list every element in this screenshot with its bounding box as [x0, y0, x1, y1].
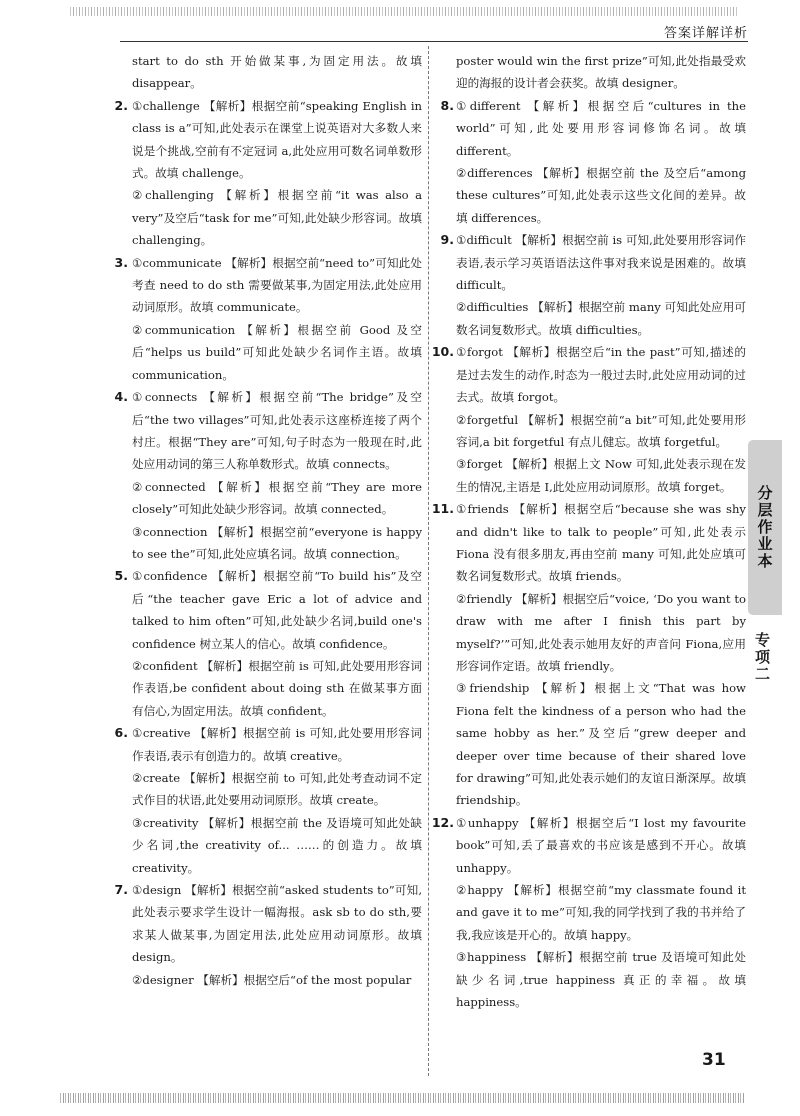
- column-divider: [428, 46, 429, 1076]
- answer-item: [112, 252, 422, 386]
- item-number: 5.: [114, 568, 128, 584]
- item-number: 8.: [440, 97, 454, 113]
- page-number: 31: [702, 1050, 726, 1070]
- answer-text: ②create 【解析】根据空前 to 可知,此处考查动词不定式作目的状语,此处要用动词原形。故填 create。: [132, 771, 422, 808]
- item-number: 11.: [431, 501, 454, 517]
- answer-text: ②confident 【解析】根据空前 is 可知,此处要用形容词作表语,be confident about doing sth 在做某事方面有信心,为固定用法。故填 confident。: [132, 658, 422, 718]
- answer-item: [436, 229, 746, 341]
- right-column: [431, 50, 746, 1013]
- answer-text: ③happiness 【解析】根据空前 true 及语境可知此处缺少名词,true happiness 真正的幸福。故填 happiness。: [456, 950, 746, 1010]
- answer-text: poster would win the first prize”可知,此处指最受欢迎的海报的设计者会获奖。故填 designer。: [456, 54, 746, 91]
- answer-text: ③creativity 【解析】根据空前 the 及语境可知此处缺少名词,the creativity of... ……的创造力。故填 creativity。: [132, 815, 422, 875]
- answer-item: [112, 95, 422, 252]
- section-label: 专项二: [753, 632, 771, 683]
- answer-text: ②difficulties 【解析】根据空前 many 可知此处应用可数名词复数形式。故填 difficulties。: [456, 300, 746, 337]
- answer-text: ③connection 【解析】根据空前“everyone is happy to see the”可知,此处应填名词。故填 connection。: [132, 524, 422, 561]
- answer-text: ②communication 【解析】根据空前 Good 及空后“helps us build”可知此处缺少名词作主语。故填 communication。: [132, 322, 422, 382]
- answer-text: ②forgetful 【解析】根据空前“a bit”可知,此处要用形容词,a bit forgetful 有点儿健忘。故填 forgetful。: [456, 412, 746, 449]
- item-number: 9.: [440, 232, 454, 248]
- answer-text: ①challenge 【解析】根据空前“speaking English in class is a”可知,此处表示在课堂上说英语对大多数人来说是个挑战,空前有不定冠词 a,此处应用可数名词单数形式。故填 challenge。: [132, 98, 422, 181]
- side-tab-label: 分层作业本: [755, 485, 774, 570]
- answer-item: [112, 565, 422, 722]
- answer-text: ①creative 【解析】根据空前 is 可知,此处要用形容词作表语,表示有创造力的。故填 creative。: [132, 726, 422, 763]
- item-number: 3.: [114, 254, 128, 270]
- answer-item: [431, 812, 746, 1014]
- answer-text: ①design 【解析】根据空前“asked students to”可知,此处表示要求学生设计一幅海报。ask sb to do sth,要求某人做某事,为固定用法,此处应用动词原形。故填 design。: [132, 883, 422, 965]
- answer-text: ②connected 【解析】根据空前“They are more closely”可知此处缺少形容词。故填 connected。: [132, 479, 422, 517]
- answer-text: ①unhappy 【解析】根据空后“I lost my favourite book”可知,丢了最喜欢的书应该是感到不开心。故填 unhappy。: [456, 815, 746, 875]
- answer-item: [112, 879, 422, 991]
- answer-text: ①confidence 【解析】根据空前“To build his”及空后“the teacher gave Eric a lot of advice and talked to him often”可知,此处缺少名词,build one's confidence 树立某人的信心。故填 confidence。: [132, 569, 422, 651]
- answer-text: ①communicate 【解析】根据空前“need to”可知此处考查 need to do sth 需要做某事,为固定用法,此处应用动词原形。故填 communicate。: [132, 255, 422, 315]
- answer-text: start to do sth 开始做某事,为固定用法。故填 disappear。: [132, 54, 422, 91]
- item-number: 7.: [114, 882, 128, 898]
- answer-item: [436, 50, 746, 95]
- answer-item: [431, 498, 746, 812]
- answer-text: ②designer 【解析】根据空后“of the most popular: [132, 972, 412, 987]
- side-tab: [748, 440, 782, 615]
- answer-text: ②happy 【解析】根据空前“my classmate found it and gave it to me”可知,我的同学找到了我的书并给了我,我应该是开心的。故填 happy。: [456, 883, 746, 942]
- answer-text: ②differences 【解析】根据空前 the 及空后“among these cultures”可知,此处表示这些文化间的差异。故填 differences。: [456, 166, 746, 225]
- item-number: 10.: [431, 344, 454, 360]
- item-number: 6.: [114, 725, 128, 741]
- item-number: 12.: [431, 814, 454, 830]
- answer-item: [112, 386, 422, 565]
- answer-item: [112, 50, 422, 95]
- header-rule: [120, 41, 748, 42]
- answer-text: ②friendly 【解析】根据空后“voice, ‘Do you want to draw with me after I finish this part by myself?’”可知,此处表示她用友好的声音问 Fiona,应用形容词作定语。故填 friendly。: [456, 591, 746, 673]
- answer-item: [431, 341, 746, 498]
- header-title: 答案详解详析: [663, 26, 748, 41]
- answer-text: ③forget 【解析】根据上文 Now 可知,此处表示现在发生的情况,主语是 I,此处应用动词原形。故填 forget。: [456, 457, 746, 494]
- answer-text: ①different 【解析】根据空后“cultures in the world”可知,此处要用形容词修饰名词。故填 different。: [456, 98, 746, 158]
- answer-text: ①forgot 【解析】根据空后“in the past”可知,描述的是过去发生的动作,时态为一般过去时,此处应用动词的过去式。故填 forgot。: [456, 345, 746, 405]
- answer-text: ①connects 【解析】根据空前“The bridge”及空后“the two villages”可知,此处表示这座桥连接了两个村庄。根据“They are”可知,句子时态为一般现在时,此处应用动词的第三人称单数形式。故填 connects。: [132, 390, 422, 472]
- answer-item: [112, 722, 422, 879]
- answer-text: ③friendship 【解析】根据上文“That was how Fiona felt the kindness of a person who had the same hobby as her.”及空后“grew deeper and deeper over time because of their shared love for drawing”可知,此处表示她们的友谊日渐深厚。故填 friendship。: [456, 681, 746, 808]
- item-number: 4.: [114, 389, 128, 405]
- answer-text: ①friends 【解析】根据空后“because she was shy and didn't like to talk to people”可知,此处表示 Fiona 没有很多朋友,再由空前 many 可知,此处应填可数名词复数形式。故填 friends。: [456, 502, 746, 584]
- answer-text: ①difficult 【解析】根据空前 is 可知,此处要用形容词作表语,表示学习英语语法这件事对我来说是困难的。故填 difficult。: [456, 233, 746, 293]
- answer-item: [436, 95, 746, 229]
- answer-text: ②challenging 【解析】根据空前“it was also a very”及空后“task for me”可知,此处缺少形容词。故填 challenging。: [132, 188, 422, 248]
- scan-noise-bottom: [60, 1093, 745, 1103]
- left-column: [112, 50, 422, 991]
- scan-noise-top: [70, 7, 738, 16]
- item-number: 2.: [114, 97, 128, 113]
